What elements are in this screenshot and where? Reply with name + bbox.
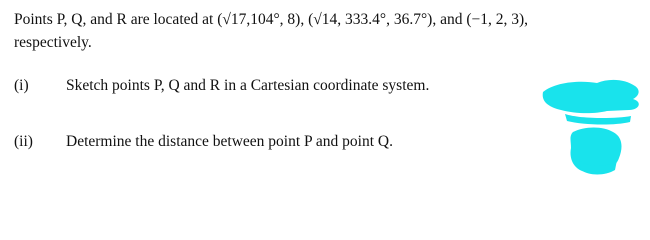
redaction-scribble bbox=[535, 74, 645, 178]
problem-intro-line-1: Points P, Q, and R are located at (√17,104°, 8), (√14, 333.4°, 36.7°), and (−1, 2, 3), bbox=[14, 11, 529, 28]
problem-intro-line-2: respectively. bbox=[14, 34, 92, 51]
part-i-number: (i) bbox=[14, 77, 29, 94]
part-ii-text: Determine the distance between point P and point Q. bbox=[66, 133, 393, 150]
part-i-text: Sketch points P, Q and R in a Cartesian coordinate system. bbox=[66, 77, 430, 94]
part-ii-number: (ii) bbox=[14, 133, 33, 150]
